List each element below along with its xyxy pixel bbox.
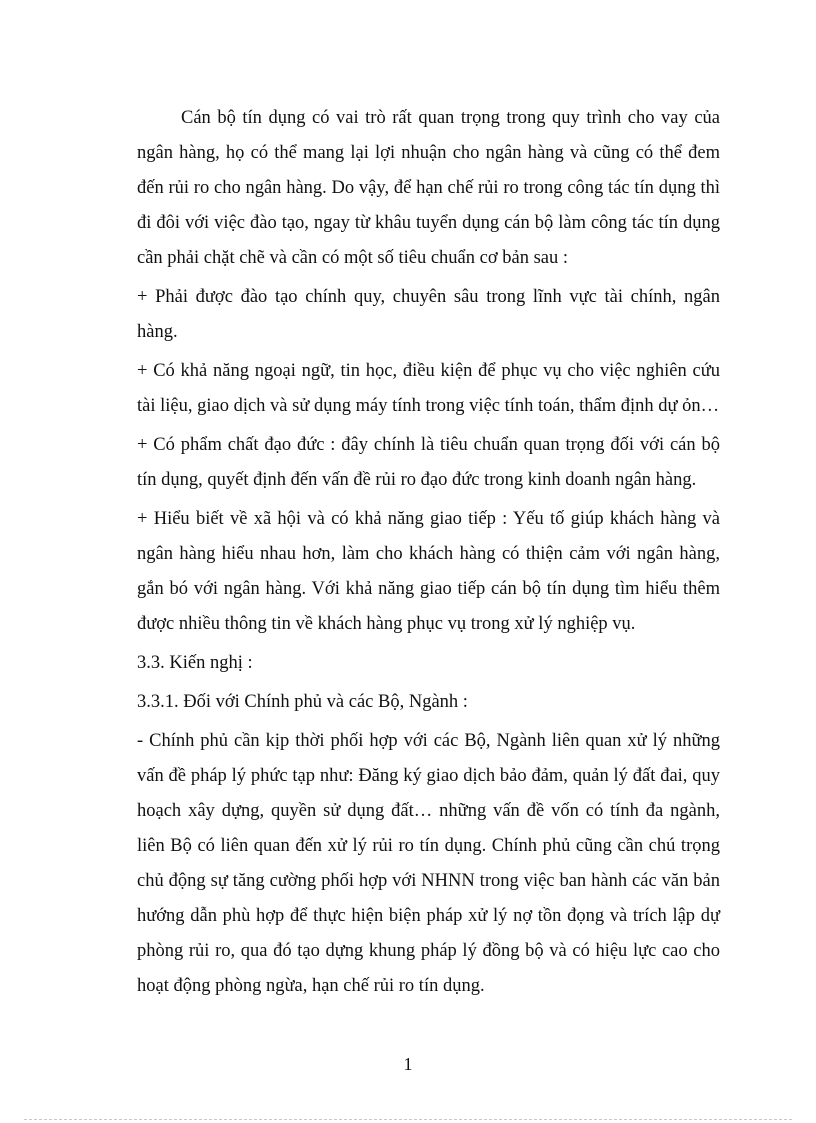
- subsection-heading-government: 3.3.1. Đối với Chính phủ và các Bộ, Ngành :: [137, 692, 468, 712]
- page-number: 1: [403, 1054, 413, 1074]
- criterion-training-paragraph: + Phải được đào tạo chính quy, chuyên sâu trong lĩnh vực tài chính, ngân hàng.: [137, 287, 720, 342]
- criterion-communication-paragraph: + Hiểu biết về xã hội và có khả năng giao tiếp : Yếu tố giúp khách hàng và ngân hàng hiểu nhau hơn, làm cho khách hàng có thiện cảm với ngân hàng, gắn bó với ngân hàng. Với khả năng giao tiếp cán bộ tín dụng tìm hiểu thêm được nhiều thông tin về khách hàng phục vụ trong xử lý nghiệp vụ.: [137, 509, 720, 634]
- document-body: [137, 101, 720, 1004]
- intro-paragraph: Cán bộ tín dụng có vai trò rất quan trọng trong quy trình cho vay của ngân hàng, họ có thể mang lại lợi nhuận cho ngân hàng và cũng có thể đem đến rủi ro cho ngân hàng. Do vậy, để hạn chế rủi ro trong công tác tín dụng thì đi đôi với việc đào tạo, ngay từ khâu tuyển dụng cán bộ làm công tác tín dụng cần phải chặt chẽ và cần có một số tiêu chuẩn cơ bản sau :: [137, 108, 720, 268]
- criterion-ethics-paragraph: + Có phẩm chất đạo đức : đây chính là tiêu chuẩn quan trọng đối với cán bộ tín dụng, quyết định đến vấn đề rủi ro đạo đức trong kinh doanh ngân hàng.: [137, 435, 720, 490]
- government-recommendation-paragraph: - Chính phủ cần kịp thời phối hợp với các Bộ, Ngành liên quan xử lý những vấn đề pháp lý phức tạp như: Đăng ký giao dịch bảo đảm, quản lý đất đai, quy hoạch xây dựng, quyền sử dụng đất… những vấn đề vốn có tính đa ngành, liên Bộ có liên quan đến xử lý rủi ro tín dụng. Chính phủ cũng cần chú trọng chủ động sự tăng cường phối hợp với NHNN trong việc ban hành các văn bản hướng dẫn phù hợp để thực hiện biện pháp xử lý nợ tồn đọng và trích lập dự phòng rủi ro, qua đó tạo dựng khung pháp lý đồng bộ và có hiệu lực cao cho hoạt động phòng ngừa, hạn chế rủi ro tín dụng.: [137, 731, 720, 996]
- criterion-skills-paragraph: + Có khả năng ngoại ngữ, tin học, điều kiện để phục vụ cho việc nghiên cứu tài liệu, giao dịch và sử dụng máy tính trong việc tính toán, thẩm định dự ỏn…: [137, 361, 720, 416]
- page-bottom-divider: [24, 1119, 792, 1120]
- section-heading-recommendations: 3.3. Kiến nghị :: [137, 653, 253, 673]
